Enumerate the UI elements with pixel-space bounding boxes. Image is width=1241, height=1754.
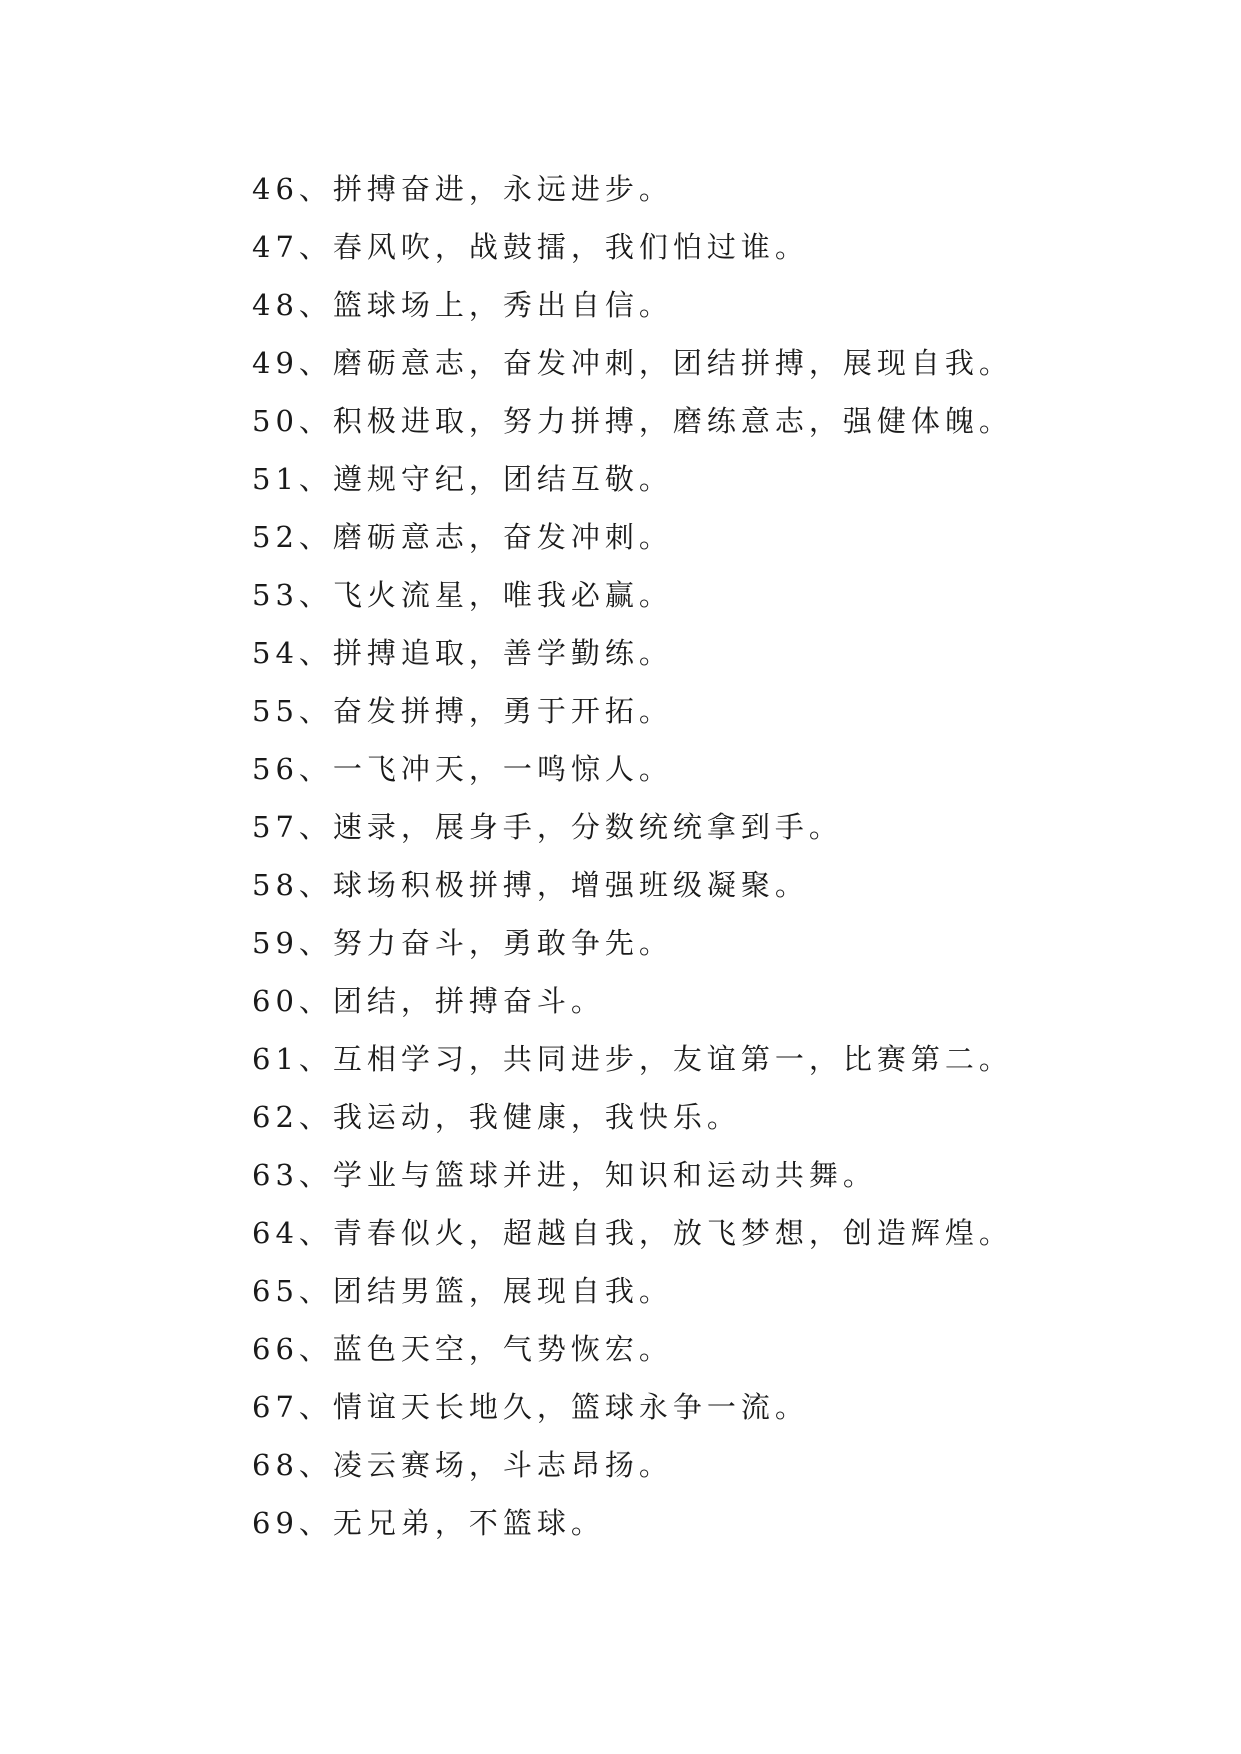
slogan-line: 48、篮球场上，秀出自信。 — [252, 288, 673, 322]
slogan-line: 65、团结男篮，展现自我。 — [252, 1274, 673, 1308]
slogan-line: 62、我运动，我健康，我快乐。 — [252, 1100, 741, 1134]
slogan-line: 52、磨砺意志，奋发冲刺。 — [252, 520, 673, 554]
slogan-line: 53、飞火流星，唯我必赢。 — [252, 578, 673, 612]
slogan-line: 51、遵规守纪，团结互敬。 — [252, 462, 673, 496]
slogan-line: 64、青春似火，超越自我，放飞梦想，创造辉煌。 — [252, 1216, 1013, 1250]
slogan-line: 46、拼搏奋进，永远进步。 — [252, 172, 673, 206]
slogan-line: 66、蓝色天空，气势恢宏。 — [252, 1332, 673, 1366]
slogan-line: 57、速录，展身手，分数统统拿到手。 — [252, 810, 843, 844]
slogan-line: 56、一飞冲天，一鸣惊人。 — [252, 752, 673, 786]
slogan-line: 59、努力奋斗，勇敢争先。 — [252, 926, 673, 960]
slogan-line: 67、情谊天长地久，篮球永争一流。 — [252, 1390, 809, 1424]
slogan-list — [252, 160, 1013, 1552]
slogan-line: 58、球场积极拼搏，增强班级凝聚。 — [252, 868, 809, 902]
slogan-line: 63、学业与篮球并进，知识和运动共舞。 — [252, 1158, 877, 1192]
slogan-line: 60、团结，拼搏奋斗。 — [252, 984, 605, 1018]
slogan-line: 61、互相学习，共同进步，友谊第一，比赛第二。 — [252, 1042, 1013, 1076]
slogan-line: 50、积极进取，努力拼搏，磨练意志，强健体魄。 — [252, 404, 1013, 438]
slogan-line: 49、磨砺意志，奋发冲刺，团结拼搏，展现自我。 — [252, 346, 1013, 380]
slogan-line: 68、凌云赛场，斗志昂扬。 — [252, 1448, 673, 1482]
slogan-line: 47、春风吹，战鼓擂，我们怕过谁。 — [252, 230, 809, 264]
slogan-line: 69、无兄弟，不篮球。 — [252, 1506, 605, 1540]
slogan-line: 54、拼搏追取，善学勤练。 — [252, 636, 673, 670]
slogan-line: 55、奋发拼搏，勇于开拓。 — [252, 694, 673, 728]
